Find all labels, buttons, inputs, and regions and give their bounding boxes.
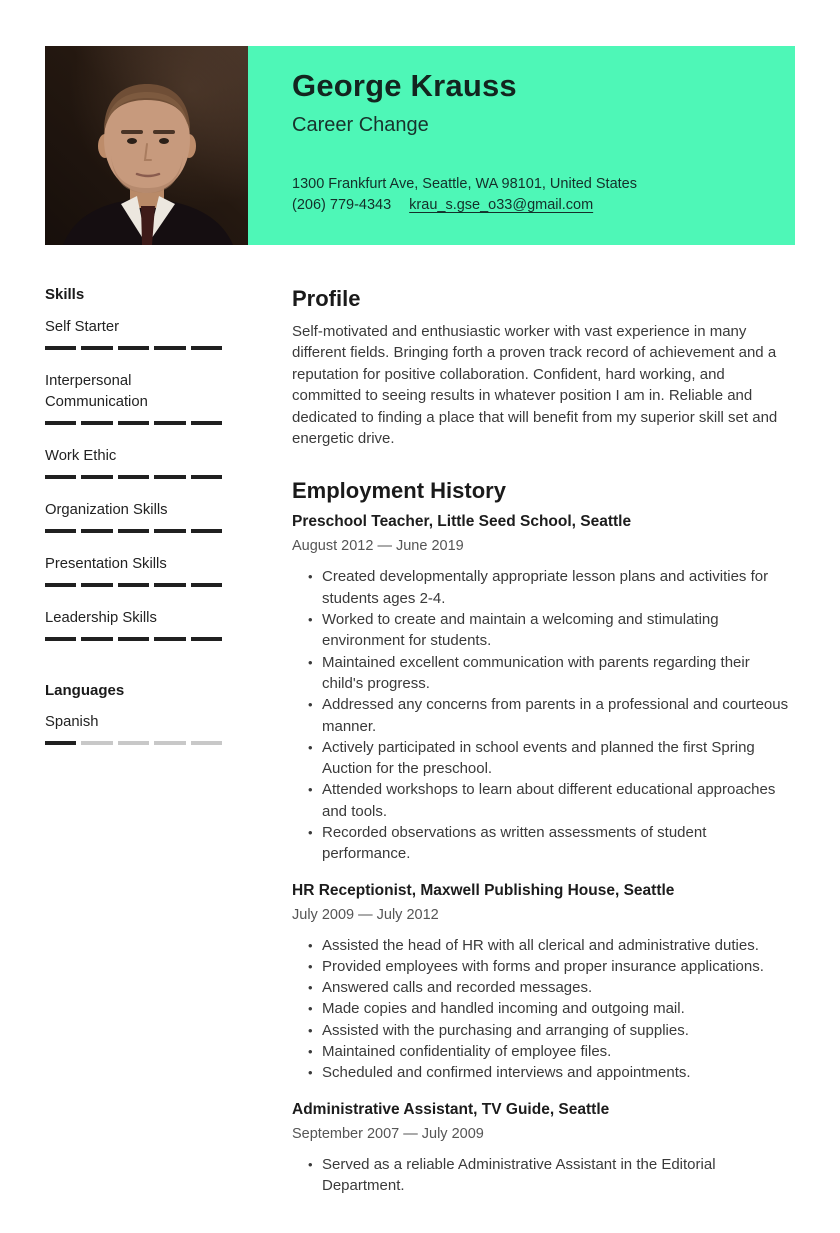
skill-level-segment	[45, 583, 76, 587]
person-name: George Krauss	[292, 68, 517, 103]
skill-level-bar	[45, 637, 222, 641]
skills-list	[45, 317, 292, 641]
skill-level-segment	[191, 421, 222, 425]
job-dates: July 2009 — July 2012	[292, 906, 439, 923]
skill-level-segment	[81, 346, 112, 350]
skill-level-segment	[81, 421, 112, 425]
job-bullet-item: • Assisted with the purchasing and arranging of supplies.	[292, 1020, 795, 1041]
skill-level-bar	[45, 421, 222, 425]
job-bullet-list	[292, 566, 795, 864]
job-title: Administrative Assistant, TV Guide, Seattle	[292, 1100, 610, 1118]
resume-subtitle: Career Change	[292, 114, 429, 137]
skill-level-segment	[154, 529, 185, 533]
skill-level-segment	[81, 741, 112, 745]
skills-heading: Skills	[45, 286, 85, 303]
portrait-photo	[45, 46, 248, 245]
job-bullet-item: • Created developmentally appropriate lesson plans and activities for students ages 2-4.	[292, 566, 795, 609]
skill-level-segment	[118, 741, 149, 745]
skill-level-segment	[45, 346, 76, 350]
skill-level-segment	[154, 475, 185, 479]
skill-label: Organization Skills	[45, 501, 168, 518]
skill-level-bar	[45, 475, 222, 479]
header-green-panel	[248, 46, 795, 245]
skill-level-segment	[154, 583, 185, 587]
skill-level-segment	[45, 475, 76, 479]
job-entry	[292, 511, 795, 864]
resume-body	[45, 285, 795, 1211]
job-bullet-item: • Provided employees with forms and proper insurance applications.	[292, 956, 795, 977]
address-text: 1300 Frankfurt Ave, Seattle, WA 98101, United States	[292, 176, 637, 193]
job-bullet-item: • Maintained excellent communication with parents regarding their child's progress.	[292, 652, 795, 695]
skill-level-bar	[45, 741, 222, 745]
skill-level-segment	[191, 475, 222, 479]
skill-level-segment	[81, 583, 112, 587]
job-bullet-item: • Maintained confidentiality of employee files.	[292, 1041, 795, 1062]
skill-level-segment	[81, 529, 112, 533]
skill-item	[45, 554, 222, 587]
job-bullet-item: • Answered calls and recorded messages.	[292, 977, 795, 998]
skill-label: Work Ethic	[45, 447, 117, 464]
employment-heading: Employment History	[292, 478, 506, 504]
skill-level-segment	[118, 583, 149, 587]
job-bullet-item: • Attended workshops to learn about different educational approaches and tools.	[292, 779, 795, 822]
job-bullet-item: • Assisted the head of HR with all clerical and administrative duties.	[292, 935, 795, 956]
skill-level-bar	[45, 529, 222, 533]
skill-level-segment	[191, 346, 222, 350]
skill-item	[45, 500, 222, 533]
skill-item	[45, 608, 222, 641]
skill-item	[45, 446, 222, 479]
employment-jobs	[292, 511, 795, 1196]
contact-block	[292, 174, 775, 216]
email-link[interactable]: krau_s.gse_o33@gmail.com	[409, 197, 594, 214]
job-dates: September 2007 — July 2009	[292, 1125, 484, 1142]
job-bullet-item: • Served as a reliable Administrative Assistant in the Editorial Department.	[292, 1154, 795, 1197]
job-entry	[292, 1099, 795, 1197]
skill-level-segment	[45, 741, 76, 745]
main-column	[292, 285, 795, 1211]
skill-level-segment	[191, 637, 222, 641]
skill-item	[45, 317, 222, 350]
job-bullet-item: • Actively participated in school events and planned the first Spring Auction for the preschool.	[292, 737, 795, 780]
skill-level-segment	[118, 529, 149, 533]
skill-level-segment	[154, 421, 185, 425]
skill-level-segment	[191, 583, 222, 587]
skill-label: Interpersonal Communication	[45, 372, 148, 410]
portrait-photo-image	[45, 46, 248, 245]
job-bullet-item: • Scheduled and confirmed interviews and appointments.	[292, 1062, 795, 1083]
resume-header	[45, 46, 795, 245]
job-bullet-item: • Worked to create and maintain a welcoming and stimulating environment for students.	[292, 609, 795, 652]
job-title: HR Receptionist, Maxwell Publishing House, Seattle	[292, 881, 675, 899]
skill-level-segment	[154, 637, 185, 641]
languages-list	[45, 712, 292, 745]
skill-level-segment	[118, 421, 149, 425]
job-bullet-list	[292, 935, 795, 1084]
skill-item	[45, 371, 222, 425]
skill-level-segment	[191, 529, 222, 533]
profile-heading: Profile	[292, 286, 361, 311]
skill-level-segment	[81, 637, 112, 641]
skill-item	[45, 712, 222, 745]
sidebar	[45, 285, 292, 1211]
job-bullet-item: • Recorded observations as written assessments of student performance.	[292, 822, 795, 865]
skill-level-segment	[118, 475, 149, 479]
skill-level-segment	[154, 741, 185, 745]
skill-level-segment	[191, 741, 222, 745]
skill-level-bar	[45, 583, 222, 587]
job-entry	[292, 880, 795, 1084]
skill-level-segment	[118, 346, 149, 350]
skill-level-segment	[118, 637, 149, 641]
skill-label: Spanish	[45, 714, 99, 730]
job-bullet-item: • Made copies and handled incoming and outgoing mail.	[292, 998, 795, 1019]
skill-level-segment	[154, 346, 185, 350]
skill-level-segment	[45, 421, 76, 425]
skill-label: Self Starter	[45, 318, 120, 335]
skill-label: Presentation Skills	[45, 555, 167, 572]
job-bullet-list	[292, 1154, 795, 1197]
job-title: Preschool Teacher, Little Seed School, Seattle	[292, 513, 632, 531]
skill-level-segment	[81, 475, 112, 479]
skill-level-bar	[45, 346, 222, 350]
profile-text: Self-motivated and enthusiastic worker with vast experience in many different fields. Bringing forth a proven track record of achievement and a reputation for positive collaboration. Confident, hard working, and committed to seeing results in whatever position I am in. Reliable and dedicated to finding a place that will benefit from my superior skill set and energetic drive.	[292, 323, 778, 448]
job-dates: August 2012 — June 2019	[292, 538, 464, 555]
languages-heading: Languages	[45, 681, 125, 699]
phone-number: (206) 779-4343	[292, 197, 392, 214]
job-bullet-item: • Addressed any concerns from parents in a professional and courteous manner.	[292, 694, 795, 737]
skill-level-segment	[45, 637, 76, 641]
skill-level-segment	[45, 529, 76, 533]
skill-label: Leadership Skills	[45, 609, 157, 626]
